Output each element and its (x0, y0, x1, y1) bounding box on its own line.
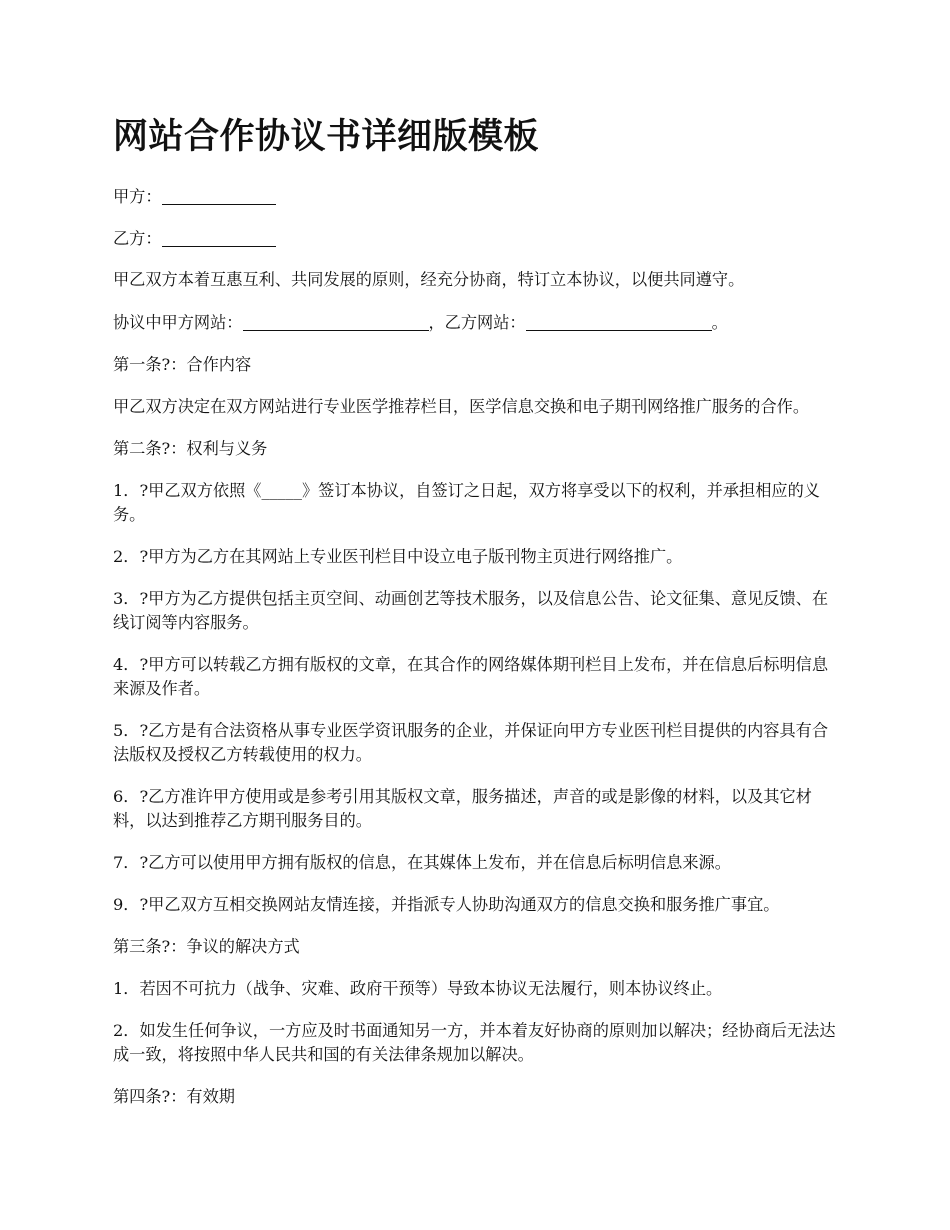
party-b-label: 乙方： (113, 229, 162, 248)
article-3-heading: 第三条?：争议的解决方式 (113, 937, 300, 956)
article-2-item-3: 3．?甲方为乙方提供包括主页空间、动画创艺等技术服务，以及信息公告、论文征集、意见反馈、在线订阅等内容服务。 (113, 589, 829, 632)
party-b-line (113, 226, 843, 251)
website-prefix: 协议中甲方网站： (113, 313, 243, 332)
article-2-item-1: 1．?甲乙双方依照《_____》签订本协议，自签订之日起，双方将享受以下的权利，并承担相应的义务。 (113, 481, 820, 524)
article-2-item-6: 6．?乙方准许甲方使用或是参考引用其版权文章，服务描述，声音的或是影像的材料，以及其它材料，以达到推荐乙方期刊服务目的。 (113, 787, 812, 830)
website-line (113, 310, 843, 335)
party-a-line (113, 184, 843, 209)
article-1-text: 甲乙双方决定在双方网站进行专业医学推荐栏目，医学信息交换和电子期刊网络推广服务的合作。 (113, 397, 810, 416)
party-a-label: 甲方： (113, 187, 162, 206)
party-b-website-blank (526, 313, 712, 331)
article-2-item-2: 2．?甲方为乙方在其网站上专业医刊栏目中设立电子版刊物主页进行网络推广。 (113, 547, 683, 566)
document-page (113, 112, 843, 1127)
article-2-item-5: 5．?乙方是有合法资格从事专业医学资讯服务的企业，并保证向甲方专业医刊栏目提供的内容具有合法版权及授权乙方转载使用的权力。 (113, 721, 829, 764)
party-a-blank (162, 187, 276, 205)
article-3-item-2: 2．如发生任何争议，一方应及时书面通知另一方，并本着友好协商的原则加以解决；经协商后无法达成一致，将按照中华人民共和国的有关法律条规加以解决。 (113, 1021, 836, 1064)
intro-paragraph: 甲乙双方本着互惠互利、共同发展的原则，经充分协商，特订立本协议，以便共同遵守。 (113, 270, 745, 289)
document-title: 网站合作协议书详细版模板 (113, 117, 540, 157)
article-3-item-1: 1．若因不可抗力（战争、灾难、政府干预等）导致本协议无法履行，则本协议终止。 (113, 979, 723, 998)
article-4-heading: 第四条?：有效期 (113, 1087, 235, 1106)
article-1-heading: 第一条?：合作内容 (113, 355, 252, 374)
article-2-item-7: 7．?乙方可以使用甲方拥有版权的信息，在其媒体上发布，并在信息后标明信息来源。 (113, 853, 731, 872)
party-a-website-blank (243, 313, 429, 331)
article-2-heading: 第二条?：权利与义务 (113, 439, 268, 458)
party-b-blank (162, 229, 276, 247)
website-middle: ，乙方网站： (428, 313, 526, 332)
article-2-item-4: 4．?甲方可以转载乙方拥有版权的文章，在其合作的网络媒体期刊栏目上发布，并在信息后标明信息来源及作者。 (113, 655, 829, 698)
article-2-item-8: 9．?甲乙双方互相交换网站友情连接，并指派专人协助沟通双方的信息交换和服务推广事宜。 (113, 895, 780, 914)
website-suffix: 。 (711, 313, 728, 332)
